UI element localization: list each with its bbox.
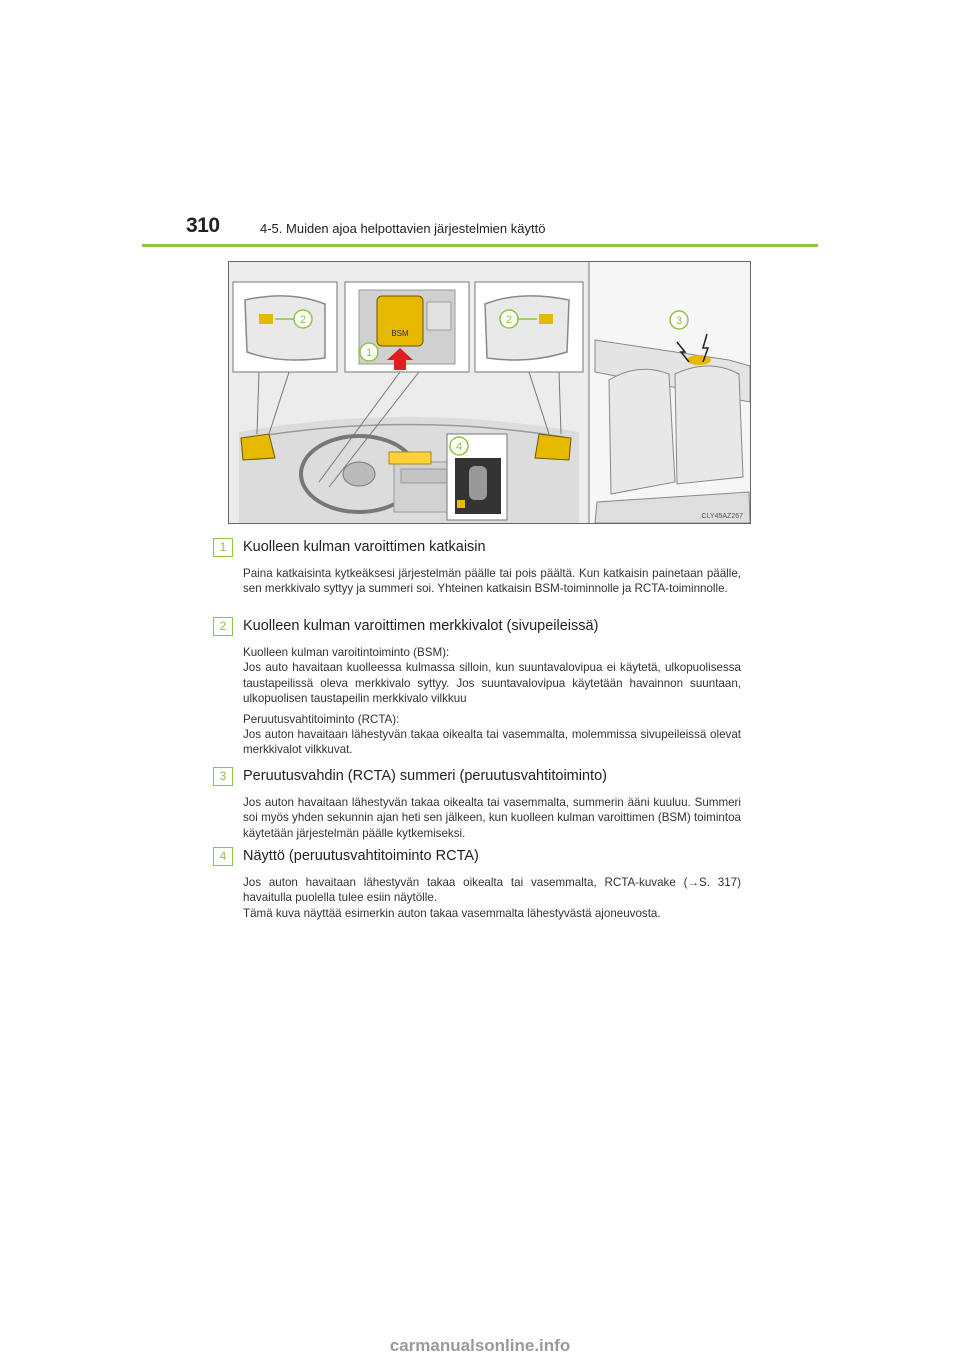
- item-4-text: [243, 875, 741, 921]
- footer-watermark: carmanualsonline.info: [389, 1336, 571, 1355]
- item-3-text: [243, 795, 741, 841]
- bsm-illustration: [228, 261, 751, 524]
- rcta-subheading: Peruutusvahtitoiminto (RCTA):: [243, 712, 400, 726]
- item-4-paragraph-2: Tämä kuva näyttää esimerkin auton takaa vasemmalta lähestyvästä ajoneuvosta.: [243, 906, 661, 920]
- callout-3: 3: [675, 315, 683, 327]
- item-3-number: 3: [213, 767, 233, 786]
- rcta-description: Jos auton havaitaan lähestyvän takaa oikealta tai vasemmalta, molemmissa sivupeileissä olevat merkkivalot vilkkuvat.: [243, 728, 741, 757]
- callout-2-right: 2: [505, 314, 513, 326]
- section-title: 4-5. Muiden ajoa helpottavien järjestelmien käyttö: [260, 221, 546, 236]
- item-2-heading: Kuolleen kulman varoittimen merkkivalot (sivupeileissä): [243, 618, 599, 634]
- bsm-indicator-icon: [259, 314, 273, 324]
- item-4-number: 4: [213, 847, 233, 866]
- item-4-paragraph-1: Jos auton havaitaan lähestyvän takaa oikealta tai vasemmalta, RCTA-kuvake (→S. 317) havaitulla puolella tulee esiin näytölle.: [243, 876, 741, 905]
- item-2-text: [243, 645, 741, 758]
- page-number: 310: [186, 214, 220, 237]
- right-mirror-icon: [535, 434, 571, 460]
- bsm-subheading: Kuolleen kulman varoitintoiminto (BSM):: [243, 646, 450, 659]
- item-1-heading: Kuolleen kulman varoittimen katkaisin: [243, 539, 486, 555]
- item-4-heading: Näyttö (peruutusvahtitoiminto RCTA): [243, 848, 479, 864]
- bsm-switch-label: BSM: [391, 329, 409, 338]
- rcta-buzzer-icon: [687, 355, 711, 365]
- callout-4: 4: [455, 441, 463, 453]
- figure-code: CLY45AZ267: [701, 513, 743, 520]
- item-1-number: 1: [213, 538, 233, 557]
- item-1-text: [243, 566, 741, 597]
- item-3-paragraph: Jos auton havaitaan lähestyvän takaa oikealta tai vasemmalta, summerin ääni kuuluu. Summeri soi myös yhden sekunnin ajan heti sen jälkeen, kun kuolleen kulman varoittimen (BSM) toimintoa käytetään järjestelmän päälle kytkemiseksi.: [243, 796, 741, 840]
- left-mirror-icon: [241, 434, 275, 460]
- item-2-number: 2: [213, 617, 233, 636]
- rcta-display-icon: [457, 500, 465, 508]
- callout-2-left: 2: [299, 314, 307, 326]
- header-divider: [142, 244, 818, 247]
- bsm-description: Jos auto havaitaan kuolleessa kulmassa silloin, kun suuntavalovipua ei käytetä, ulkopuolisessa taustapeilissä oleva merkkivalo syttyy. Jos suuntavalovipua käytetään havainnon suuntaan, ulkopuolisen taustapeilin merkkivalo vilkkuu: [243, 661, 741, 706]
- bsm-switch-button: [377, 296, 423, 346]
- item-1-paragraph: Paina katkaisinta kytkeäksesi järjestelmän päälle tai pois päältä. Kun katkaisin painetaan päälle, sen merkkivalo syttyy ja summeri soi. Yhteinen katkaisin BSM-toiminnolle ja RCTA-toiminnolle.: [243, 567, 741, 596]
- item-3-heading: Peruutusvahdin (RCTA) summeri (peruutusvahtitoiminto): [243, 768, 607, 784]
- callout-1: 1: [365, 347, 373, 359]
